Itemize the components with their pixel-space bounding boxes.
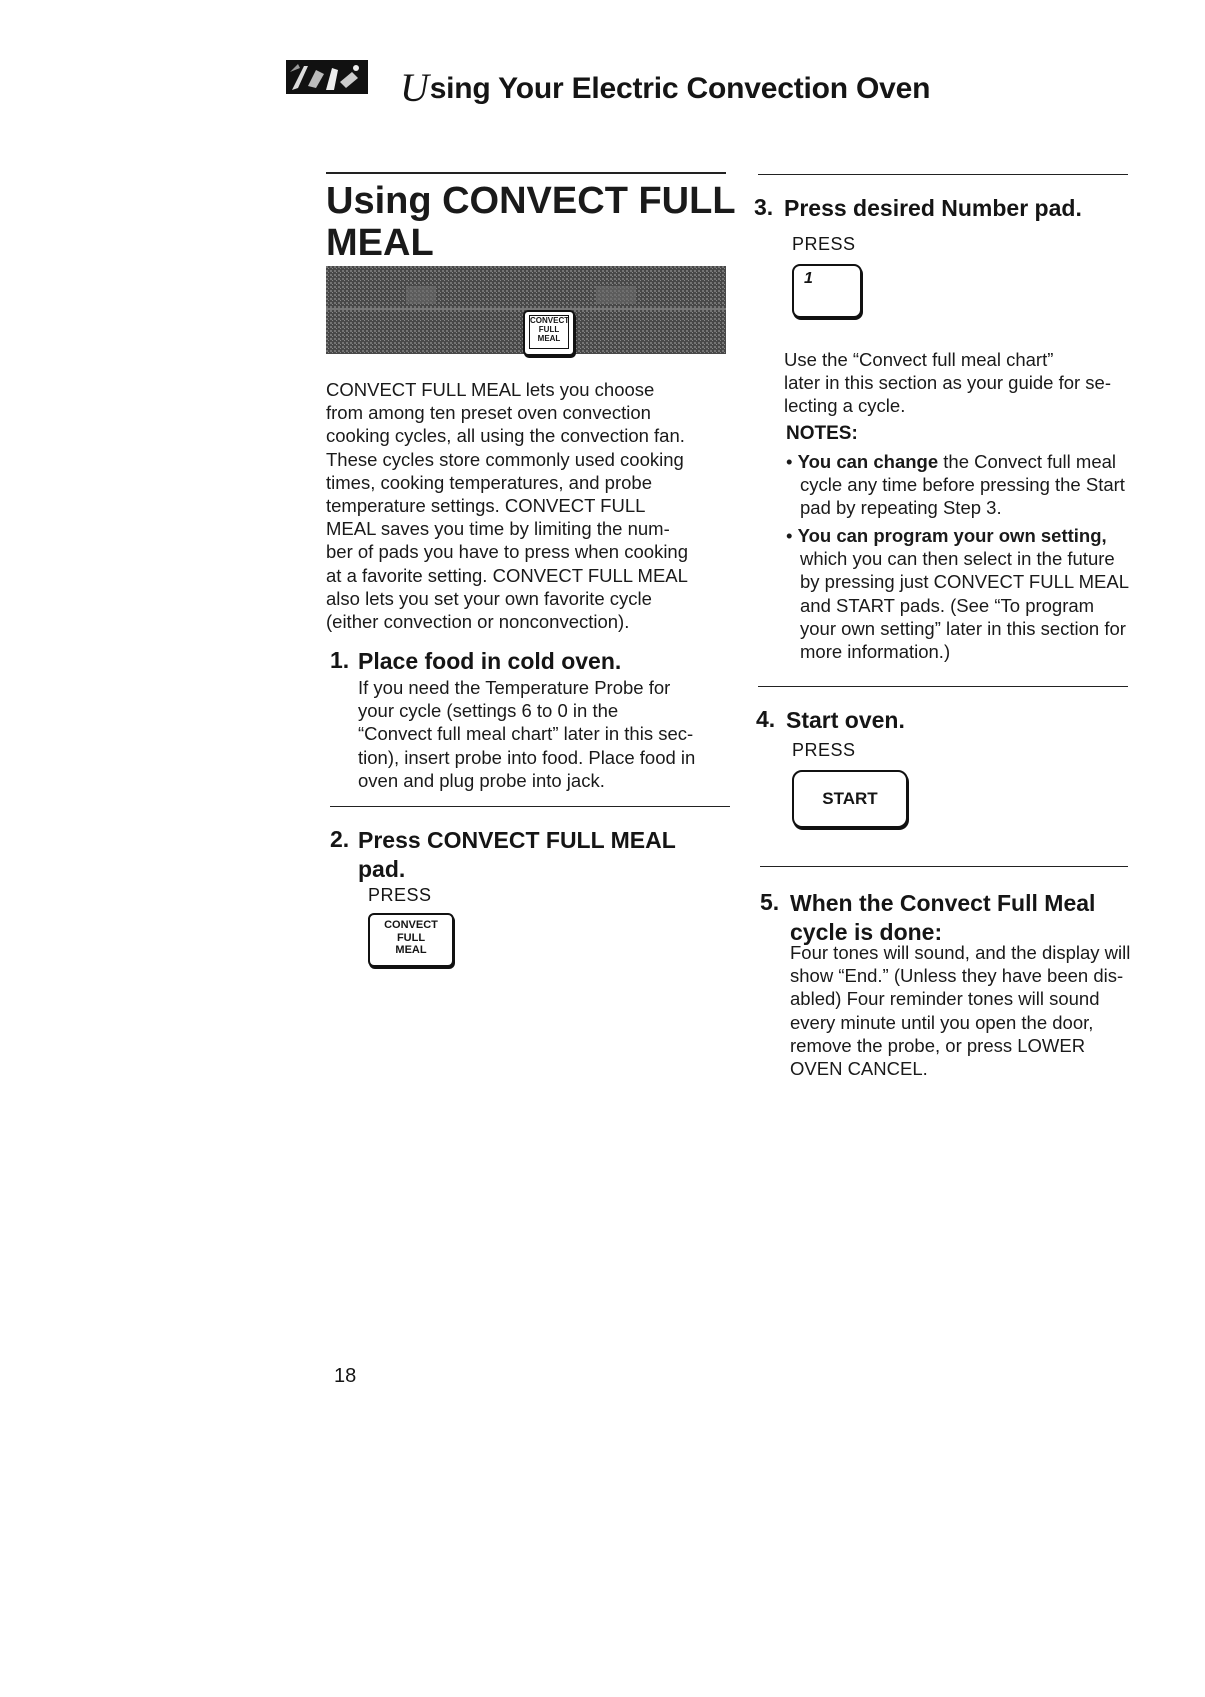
note-1-line: pad by repeating Step 3. — [800, 497, 1002, 519]
panel-pad-line2: FULL — [538, 325, 560, 334]
panel-pad-line1: CONVECT — [530, 316, 570, 325]
section-title-line1: Using CONVECT FULL — [326, 180, 736, 222]
step-5-line: OVEN CANCEL. — [790, 1058, 928, 1080]
page-header-title — [400, 64, 930, 111]
step-5-line: Four tones will sound, and the display will — [790, 942, 1131, 963]
intro-line: cooking cycles, all using the convection fan. — [326, 425, 685, 447]
intro-line: ber of pads you have to press when cooking — [326, 541, 689, 563]
step-5-line: remove the probe, or press LOWER — [790, 1034, 1086, 1056]
note-2-line: which you can then select in the future — [800, 548, 1115, 570]
step-1-heading — [330, 647, 349, 674]
step-1-title: Place food in cold oven. — [358, 648, 622, 674]
step-5-title-line2: cycle is done: — [790, 919, 943, 945]
intro-line: (either convection or nonconvection). — [326, 611, 630, 633]
step-1-line: tion), insert probe into food. Place food in — [358, 746, 696, 768]
note-2-line: by pressing just CONVECT FULL MEAL — [800, 571, 1129, 593]
section-title-line2: MEAL — [326, 222, 434, 264]
convect-full-meal-pad — [368, 913, 454, 967]
intro-line: temperature settings. CONVECT FULL — [326, 495, 646, 517]
intro-line: from among ten preset oven convection — [326, 402, 651, 424]
intro-line: These cycles store commonly used cooking — [326, 448, 684, 470]
panel-pad-line3: MEAL — [537, 334, 561, 343]
intro-line: at a favorite setting. CONVECT FULL MEAL — [326, 564, 688, 586]
bullet-icon: • — [786, 525, 798, 546]
bullet-icon: • — [786, 451, 798, 472]
step-1-line: If you need the Temperature Probe for — [358, 677, 671, 698]
step-2-number: 2. — [330, 826, 350, 852]
pad-label-line2: FULL — [396, 931, 426, 944]
step-4-title: Start oven. — [786, 707, 905, 733]
note-1-bold: You can change — [797, 451, 939, 472]
step-3-divider — [758, 686, 1128, 687]
step-1-divider — [330, 806, 730, 807]
step-3-line: later in this section as your guide for se- — [784, 372, 1111, 394]
step-1-line: oven and plug probe into jack. — [358, 769, 605, 791]
start-pad — [792, 770, 908, 828]
step-5-number: 5. — [760, 889, 780, 915]
header-logo-icon — [286, 60, 368, 94]
page-number: 18 — [334, 1365, 357, 1387]
step-3-press-label: PRESS — [792, 234, 856, 254]
intro-paragraph — [326, 378, 736, 633]
step-3-number: 3. — [754, 194, 774, 220]
step-1-number: 1. — [330, 647, 350, 673]
step-5-title — [790, 889, 1095, 947]
step-3-line: Use the “Convect full meal chart” — [784, 349, 1054, 370]
note-2-line: more information.) — [800, 641, 951, 663]
intro-line: also lets you set your own favorite cycle — [326, 587, 652, 609]
intro-line: MEAL saves you time by limiting the num- — [326, 518, 670, 540]
section-title — [326, 180, 746, 264]
header-title-rest: sing Your Electric Convection Oven — [429, 72, 931, 105]
note-1-rest: the Convect full meal — [938, 451, 1117, 472]
step-1-body — [358, 676, 738, 792]
convect-full-meal-pad-illustration — [523, 310, 575, 356]
step-5-line: every minute until you open the door, — [790, 1011, 1094, 1033]
intro-line: CONVECT FULL MEAL lets you choose — [326, 379, 655, 400]
step-5-line: show “End.” (Unless they have been dis- — [790, 965, 1124, 987]
note-1-line: cycle any time before pressing the Start — [800, 474, 1125, 496]
step-1-line: “Convect full meal chart” later in this sec- — [358, 723, 694, 745]
step-4-divider — [760, 866, 1128, 867]
step-4-press-label: PRESS — [792, 740, 856, 760]
intro-line: times, cooking temperatures, and probe — [326, 471, 652, 493]
step-3-rule-top — [758, 174, 1128, 175]
step-4-number: 4. — [756, 706, 776, 732]
note-2-bold: You can program your own setting, — [797, 525, 1107, 546]
note-2 — [786, 524, 1176, 663]
pad-label-line1: CONVECT — [384, 919, 438, 931]
section-rule-top — [326, 172, 726, 174]
note-2-line: and START pads. (See “To program — [800, 594, 1095, 616]
step-1-line: your cycle (settings 6 to 0 in the — [358, 700, 619, 722]
step-5-title-line1: When the Convect Full Meal — [790, 890, 1096, 916]
step-2-title — [358, 826, 676, 884]
step-2-press-label: PRESS — [368, 885, 432, 905]
step-5-body — [790, 941, 1195, 1080]
note-2-line: your own setting” later in this section for — [800, 617, 1126, 639]
pad-label-line3: MEAL — [395, 944, 427, 956]
header-title-initial: U — [400, 65, 429, 110]
step-5-line: abled) Four reminder tones will sound — [790, 988, 1100, 1010]
notes-label: NOTES: — [786, 423, 858, 444]
start-pad-label: START — [822, 789, 878, 808]
step-3-title: Press desired Number pad. — [784, 195, 1082, 221]
step-3-line: lecting a cycle. — [784, 395, 906, 417]
step-2-title-line2: pad. — [358, 856, 406, 882]
step-3-body — [784, 348, 1164, 418]
note-1 — [786, 450, 1166, 520]
number-1-pad — [792, 264, 862, 318]
step-2-title-line1: Press CONVECT FULL MEAL — [358, 827, 676, 853]
number-1-pad-label: 1 — [804, 270, 813, 287]
